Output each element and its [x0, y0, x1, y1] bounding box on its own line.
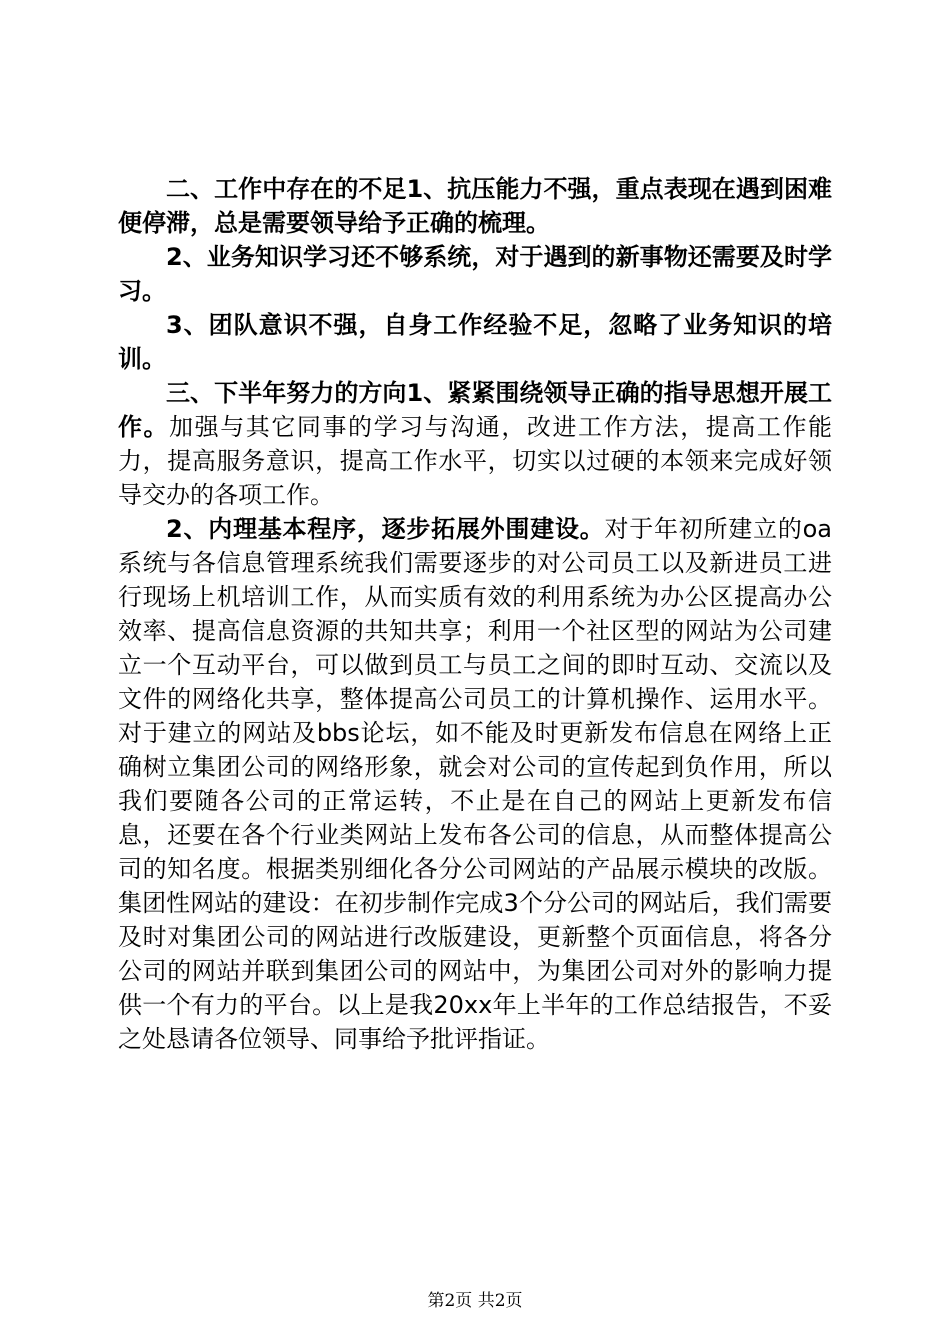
document-body: [118, 172, 832, 1056]
paragraph-shortcomings-2: [118, 240, 832, 308]
paragraph-direction-1: [118, 376, 832, 512]
paragraph-bold-text: 2、业务知识学习还不够系统，对于遇到的新事物还需要及时学习。: [118, 243, 832, 305]
paragraph-body-text: 对于年初所建立的oa系统与各信息管理系统我们需要逐步的对公司员工以及新进员工进行现场上机培训工作，从而实质有效的利用系统为办公区提高办公效率、提高信息资源的共知共享；利用一个社区型的网站为公司建立一个互动平台，可以做到员工与员工之间的即时互动、交流以及文件的网络化共享，整体提高公司员工的计算机操作、运用水平。对于建立的网站及bbs论坛，如不能及时更新发布信息在网络上正确树立集团公司的网络形象，就会对公司的宣传起到负作用，所以我们要随各公司的正常运转，不止是在自己的网站上更新发布信息，还要在各个行业类网站上发布各公司的信息，从而整体提高公司的知名度。根据类别细化各分公司网站的产品展示模块的改版。集团性网站的建设：在初步制作完成3个分公司的网站后，我们需要及时对集团公司的网站进行改版建设，更新整个页面信息，将各分公司的网站并联到集团公司的网站中，为集团公司对外的影响力提供一个有力的平台。以上是我20xx年上半年的工作总结报告，不妥之处恳请各位领导、同事给予批评指证。: [118, 515, 832, 1053]
paragraph-direction-2: [118, 512, 832, 1056]
page-footer: [0, 1290, 950, 1312]
paragraph-bold-text: 3、团队意识不强，自身工作经验不足，忽略了业务知识的培训。: [118, 311, 832, 373]
paragraph-bold-text: 三、下半年努力的方向1、紧紧围绕领导正确的指导思想开展工作。: [118, 379, 832, 441]
paragraph-bold-text: 2、内理基本程序，逐步拓展外围建设。: [166, 515, 605, 543]
paragraph-body-text: 加强与其它同事的学习与沟通，改进工作方法，提高工作能力，提高服务意识，提高工作水平，切实以过硬的本领来完成好领导交办的各项工作。: [118, 413, 833, 509]
paragraph-bold-text: 二、工作中存在的不足1、抗压能力不强，重点表现在遇到困难便停滞，总是需要领导给予正确的梳理。: [118, 175, 832, 237]
paragraph-shortcomings-3: [118, 308, 832, 376]
paragraph-shortcomings-1: [118, 172, 832, 240]
page-number-label: 第2页 共2页: [427, 1291, 523, 1311]
